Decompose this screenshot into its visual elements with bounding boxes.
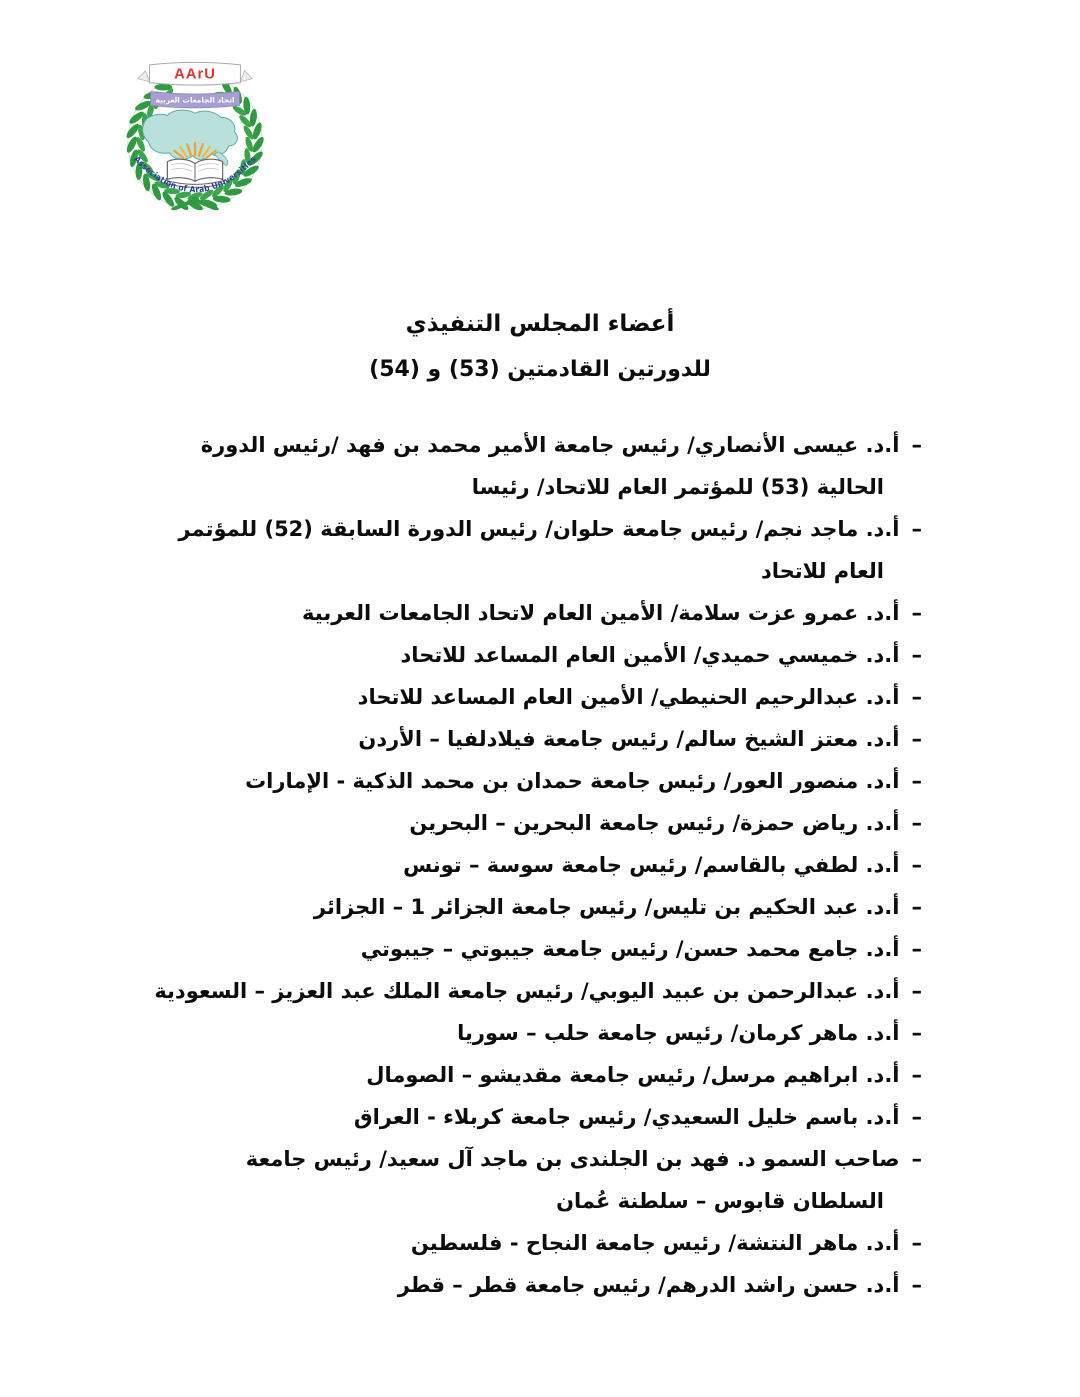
member-text: أ.د. رياض حمزة/ رئيس جامعة البحرين – البحرين <box>409 811 900 835</box>
member-item <box>150 718 922 760</box>
member-text: أ.د. ماهر كرمان/ رئيس جامعة حلب – سوريا <box>457 1021 900 1045</box>
dash-marker: – <box>911 1273 922 1297</box>
members-section <box>150 424 922 1306</box>
member-text: أ.د. حسن راشد الدرهم/ رئيس جامعة قطر – قطر <box>397 1273 900 1297</box>
member-text: أ.د. ابراهيم مرسل/ رئيس جامعة مقديشو – الصومال <box>366 1063 900 1087</box>
arabic-name-band <box>151 92 240 108</box>
dash-marker: – <box>911 517 922 541</box>
dash-marker: – <box>911 895 922 919</box>
member-text: أ.د. باسم خليل السعيدي/ رئيس جامعة كربلاء - العراق <box>353 1105 900 1129</box>
member-item <box>150 928 922 970</box>
dash-marker: – <box>911 853 922 877</box>
member-text: أ.د. عيسى الأنصاري/ رئيس جامعة الأمير محمد بن فهد /رئيس الدورة الحالية (53) للمؤتمر العام للاتحاد/ رئيسا <box>200 433 900 499</box>
member-item <box>150 1138 922 1222</box>
dash-marker: – <box>911 1231 922 1255</box>
member-item <box>150 844 922 886</box>
page-subtitle: للدورتين القادمتين (53) و (54) <box>369 357 711 382</box>
dash-marker: – <box>911 685 922 709</box>
member-item <box>150 1054 922 1096</box>
dash-marker: – <box>911 811 922 835</box>
member-item <box>150 424 922 508</box>
dash-marker: – <box>911 601 922 625</box>
member-text: صاحب السمو د. فهد بن الجلندى بن ماجد آل سعيد/ رئيس جامعة السلطان قابوس – سلطنة عُمان <box>245 1147 900 1213</box>
member-text: أ.د. جامع محمد حسن/ رئيس جامعة جيبوتي – جيبوتي <box>360 937 900 961</box>
member-text: أ.د. خميسي حميدي/ الأمين العام المساعد للاتحاد <box>400 643 900 667</box>
member-item <box>150 1096 922 1138</box>
member-text: أ.د. عبد الحكيم بن تليس/ رئيس جامعة الجزائر 1 – الجزائر <box>313 895 900 919</box>
member-text: أ.د. عبدالرحيم الحنيطي/ الأمين العام المساعد للاتحاد <box>357 685 900 709</box>
members-list <box>150 424 922 1306</box>
member-item <box>150 802 922 844</box>
member-text: أ.د. معتز الشيخ سالم/ رئيس جامعة فيلادلفيا – الأردن <box>358 727 900 751</box>
member-item <box>150 1264 922 1306</box>
dash-marker: – <box>911 769 922 793</box>
member-text: أ.د. ماهر النتشة/ رئيس جامعة النجاح - فلسطين <box>410 1231 900 1255</box>
dash-marker: – <box>911 1105 922 1129</box>
dash-marker: – <box>911 433 922 457</box>
logo-arabic-name: اتحاد الجامعات العربية <box>155 95 235 105</box>
member-item <box>150 760 922 802</box>
dash-marker: – <box>911 643 922 667</box>
member-text: أ.د. منصور العور/ رئيس جامعة حمدان بن محمد الذكية - الإمارات <box>245 769 900 793</box>
member-item <box>150 886 922 928</box>
acronym-banner <box>138 62 253 85</box>
member-item <box>150 676 922 718</box>
logo-english-name: Association of Arab Universities <box>132 153 259 195</box>
dash-marker: – <box>911 727 922 751</box>
dash-marker: – <box>911 979 922 1003</box>
member-item <box>150 592 922 634</box>
member-item <box>150 1012 922 1054</box>
member-text: أ.د. ماجد نجم/ رئيس جامعة حلوان/ رئيس الدورة السابقة (52) للمؤتمر العام للاتحاد <box>178 517 900 583</box>
dash-marker: – <box>911 1063 922 1087</box>
aaru-acronym: AArU <box>174 66 216 83</box>
member-text: أ.د. عبدالرحمن بن عبيد اليوبي/ رئيس جامعة الملك عبد العزيز – السعودية <box>154 979 900 1003</box>
member-text: أ.د. عمرو عزت سلامة/ الأمين العام لاتحاد الجامعات العربية <box>302 601 900 625</box>
aaru-logo <box>116 58 274 210</box>
member-item <box>150 970 922 1012</box>
member-text: أ.د. لطفي بالقاسم/ رئيس جامعة سوسة – تونس <box>403 853 900 877</box>
dash-marker: – <box>911 937 922 961</box>
member-item <box>150 634 922 676</box>
dash-marker: – <box>911 1021 922 1045</box>
page-title: أعضاء المجلس التنفيذي <box>405 311 675 337</box>
dash-marker: – <box>911 1147 922 1171</box>
page-heading <box>0 308 1080 386</box>
member-item <box>150 1222 922 1264</box>
member-item <box>150 508 922 592</box>
